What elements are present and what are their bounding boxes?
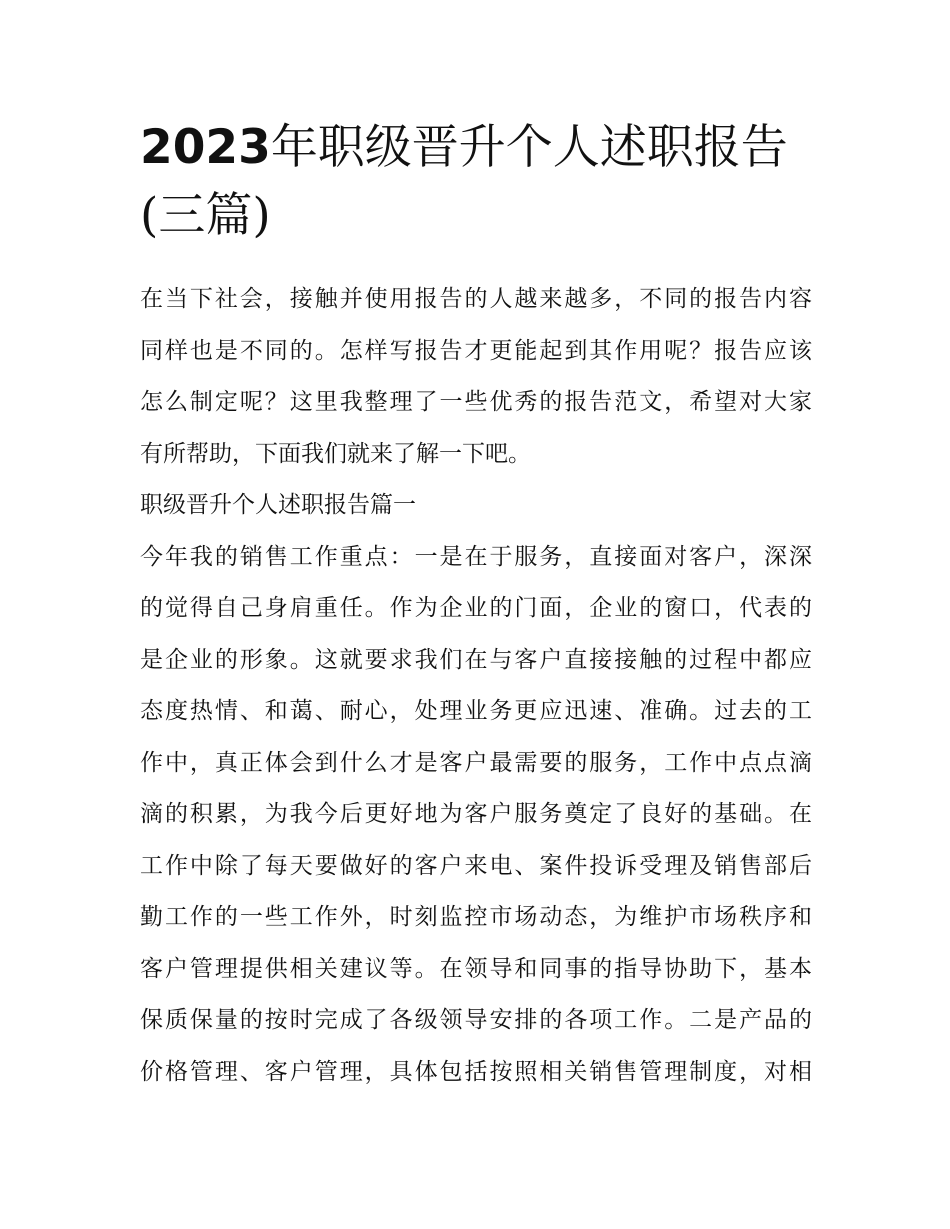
text-line: 今年我的销售工作重点：一是在于服务，直接面对客户，深深	[140, 543, 812, 570]
section-heading: 职级晋升个人述职报告篇一	[140, 492, 416, 518]
text-line: 怎么制定呢？这里我整理了一些优秀的报告范文，希望对大家	[140, 389, 812, 415]
text-line: 客户管理提供相关建议等。在领导和同事的指导协助下，基本	[140, 955, 812, 982]
title-subtitle: (三篇)	[140, 188, 271, 243]
text-line: 勤工作的一些工作外，时刻监控市场动态，为维护市场秩序和	[140, 904, 812, 930]
body-paragraph	[140, 532, 812, 1099]
intro-paragraph	[140, 274, 812, 480]
title-text: 年职级晋升个人述职报告	[270, 120, 788, 175]
text-line: 态度热情、和蔼、耐心，处理业务更应迅速、准确。过去的工	[140, 698, 812, 724]
text-line: 作中，真正体会到什么才是客户最需要的服务，工作中点点滴	[140, 749, 812, 776]
text-line: 在当下社会，接触并使用报告的人越来越多，不同的报告内容	[140, 286, 812, 312]
text-line: 的觉得自己身肩重任。作为企业的门面，企业的窗口，代表的	[140, 595, 812, 621]
title-year: 2023	[140, 120, 271, 175]
section-heading-paragraph	[140, 480, 812, 532]
text-line: 价格管理、客户管理，具体包括按照相关销售管理制度，对相	[140, 1058, 812, 1085]
document-title	[140, 114, 812, 250]
text-line: 滴的积累，为我今后更好地为客户服务奠定了良好的基础。在	[140, 801, 812, 827]
text-line: 有所帮助，下面我们就来了解一下吧。	[140, 440, 531, 467]
text-line: 是企业的形象。这就要求我们在与客户直接接触的过程中都应	[140, 646, 812, 673]
text-line: 保质保量的按时完成了各级领导安排的各项工作。二是产品的	[140, 1007, 812, 1033]
text-line: 同样也是不同的。怎样写报告才更能起到其作用呢？报告应该	[140, 337, 812, 364]
document-body	[140, 274, 812, 1098]
text-line: 工作中除了每天要做好的客户来电、案件投诉受理及销售部后	[140, 852, 812, 879]
